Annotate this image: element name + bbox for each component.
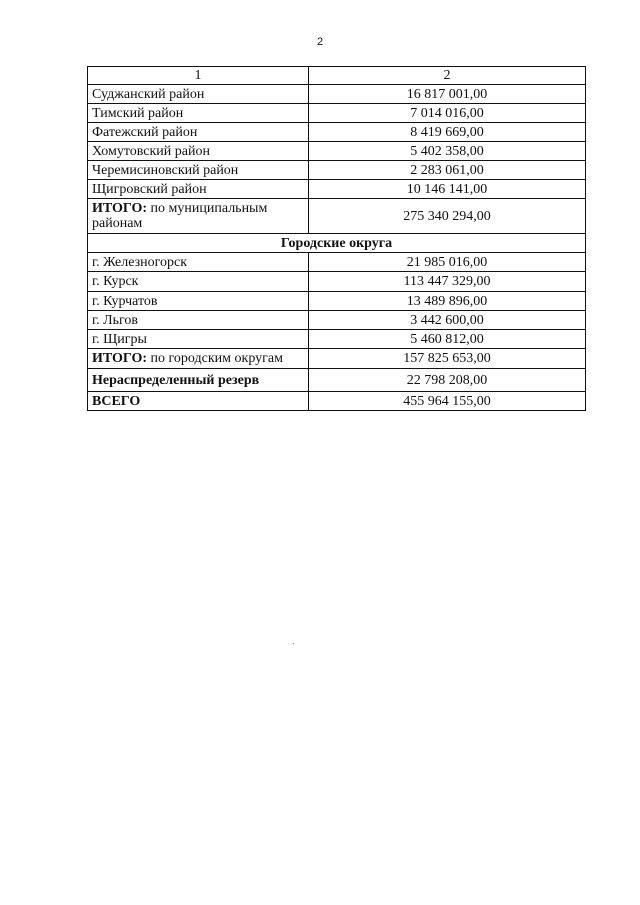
reserve-row [88, 369, 586, 392]
table-row [88, 180, 586, 199]
reserve-label: Нераспределенный резерв [88, 369, 309, 392]
district-name: Суджанский район [88, 85, 309, 104]
district-amount: 7 014 016,00 [309, 104, 586, 123]
districts-total-amount: 275 340 294,00 [309, 199, 586, 234]
district-amount: 2 283 061,00 [309, 161, 586, 180]
urban-name: г. Железногорск [88, 253, 309, 272]
urban-amount: 3 442 600,00 [309, 311, 586, 330]
reserve-amount: 22 798 208,00 [309, 369, 586, 392]
budget-allocation-table [87, 66, 586, 411]
table-row [88, 85, 586, 104]
table-row [88, 161, 586, 180]
table-row [88, 330, 586, 349]
district-name: Черемисиновский район [88, 161, 309, 180]
grand-total-label: ВСЕГО [88, 392, 309, 411]
table-row [88, 123, 586, 142]
page-number: 2 [316, 36, 324, 48]
districts-total-label [88, 199, 309, 234]
urban-name: г. Курчатов [88, 292, 309, 311]
district-amount: 16 817 001,00 [309, 85, 586, 104]
district-name: Хомутовский район [88, 142, 309, 161]
table-row [88, 272, 586, 292]
district-amount: 10 146 141,00 [309, 180, 586, 199]
total-label-rest: по муниципальным районам [92, 201, 268, 231]
urban-section-title: Городские округа [88, 234, 586, 253]
district-amount: 8 419 669,00 [309, 123, 586, 142]
urban-amount: 5 460 812,00 [309, 330, 586, 349]
total-label-rest: по городским округам [147, 351, 283, 366]
urban-amount: 13 489 896,00 [309, 292, 586, 311]
urban-amount: 21 985 016,00 [309, 253, 586, 272]
district-name: Тимский район [88, 104, 309, 123]
urban-name: г. Курск [88, 272, 309, 292]
districts-total-row [88, 199, 586, 234]
district-amount: 5 402 358,00 [309, 142, 586, 161]
urban-total-row [88, 349, 586, 369]
urban-name: г. Льгов [88, 311, 309, 330]
scan-speck [293, 643, 294, 644]
column-header-1: 1 [88, 67, 309, 85]
district-name: Фатежский район [88, 123, 309, 142]
urban-total-label [88, 349, 309, 369]
district-name: Щигровский район [88, 180, 309, 199]
grand-total-amount: 455 964 155,00 [309, 392, 586, 411]
urban-amount: 113 447 329,00 [309, 272, 586, 292]
table-row [88, 253, 586, 272]
table-header-row [88, 67, 586, 85]
table-row [88, 292, 586, 311]
urban-name: г. Щигры [88, 330, 309, 349]
total-label-bold: ИТОГО: [92, 351, 148, 366]
table-row [88, 142, 586, 161]
total-label-bold: ИТОГО: [92, 201, 148, 216]
column-header-2: 2 [309, 67, 586, 85]
grand-total-row [88, 392, 586, 411]
urban-total-amount: 157 825 653,00 [309, 349, 586, 369]
urban-section-row [88, 234, 586, 253]
table-row [88, 104, 586, 123]
table-row [88, 311, 586, 330]
